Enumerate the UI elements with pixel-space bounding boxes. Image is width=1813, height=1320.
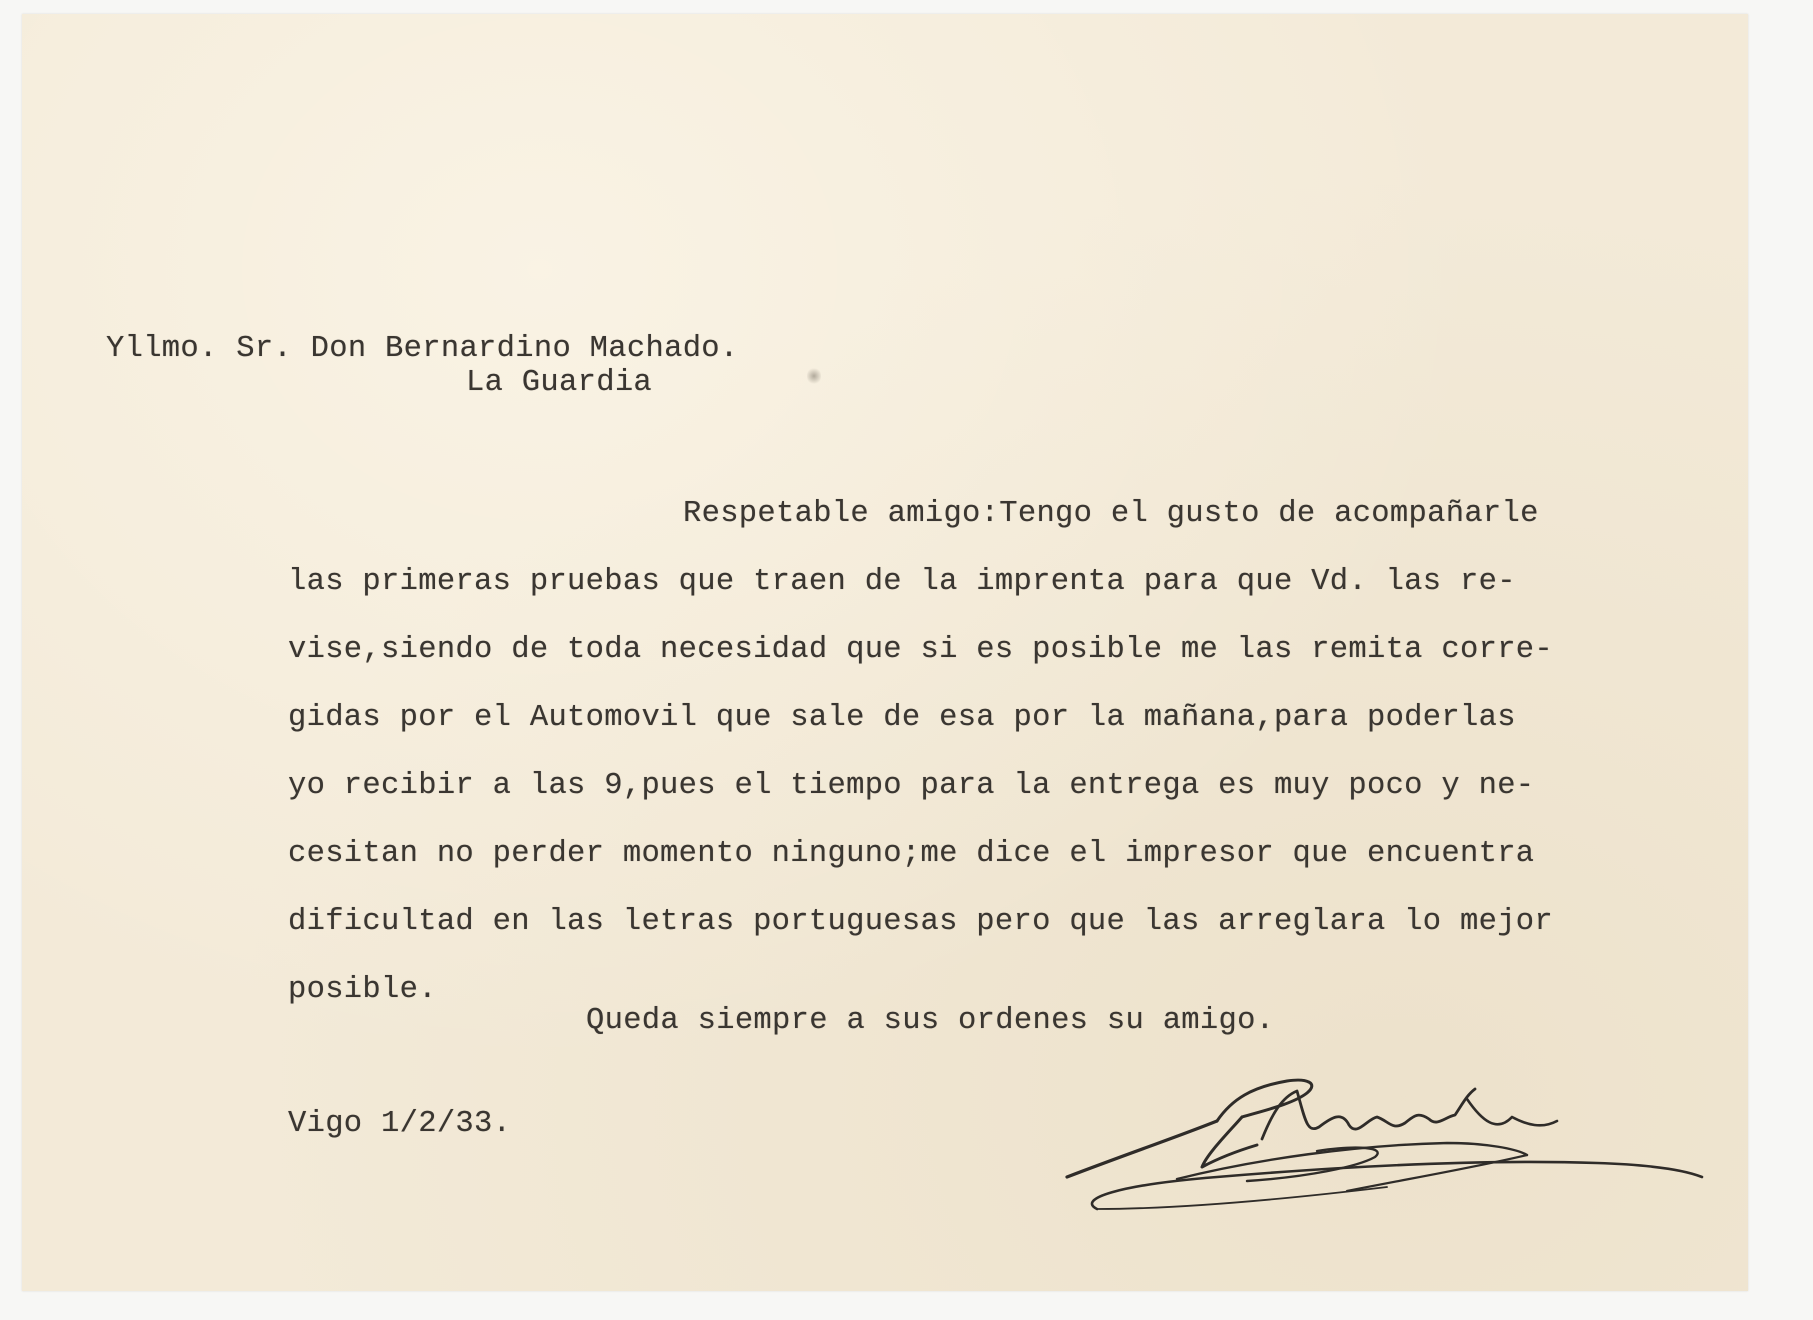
recipient-name: Yllmo. Sr. Don Bernardino Machado.	[106, 332, 739, 366]
body-line: Respetable amigo:Tengo el gusto de acompañarle	[683, 497, 1539, 531]
letter-sheet	[22, 14, 1748, 1291]
body-line: las primeras pruebas que traen de la imprenta para que Vd. las re-	[288, 565, 1516, 599]
ink-spot	[807, 367, 821, 385]
body-line: vise,siendo de toda necesidad que si es posible me las remita corre-	[288, 633, 1554, 667]
body-line: cesitan no perder momento ninguno;me dice el impresor que encuentra	[288, 837, 1535, 871]
place-date: Vigo 1/2/33.	[288, 1107, 512, 1141]
body-line: yo recibir a las 9,pues el tiempo para la entrega es muy poco y ne-	[288, 769, 1535, 803]
body-line: gidas por el Automovil que sale de esa por la mañana,para poderlas	[288, 701, 1516, 735]
body-line: dificultad en las letras portuguesas pero que las arreglara lo mejor	[288, 905, 1554, 939]
handwritten-signature	[1057, 1059, 1707, 1219]
closing-line: Queda siempre a sus ordenes su amigo.	[586, 1004, 1275, 1038]
body-line: posible.	[288, 973, 437, 1007]
recipient-place: La Guardia	[466, 366, 653, 400]
